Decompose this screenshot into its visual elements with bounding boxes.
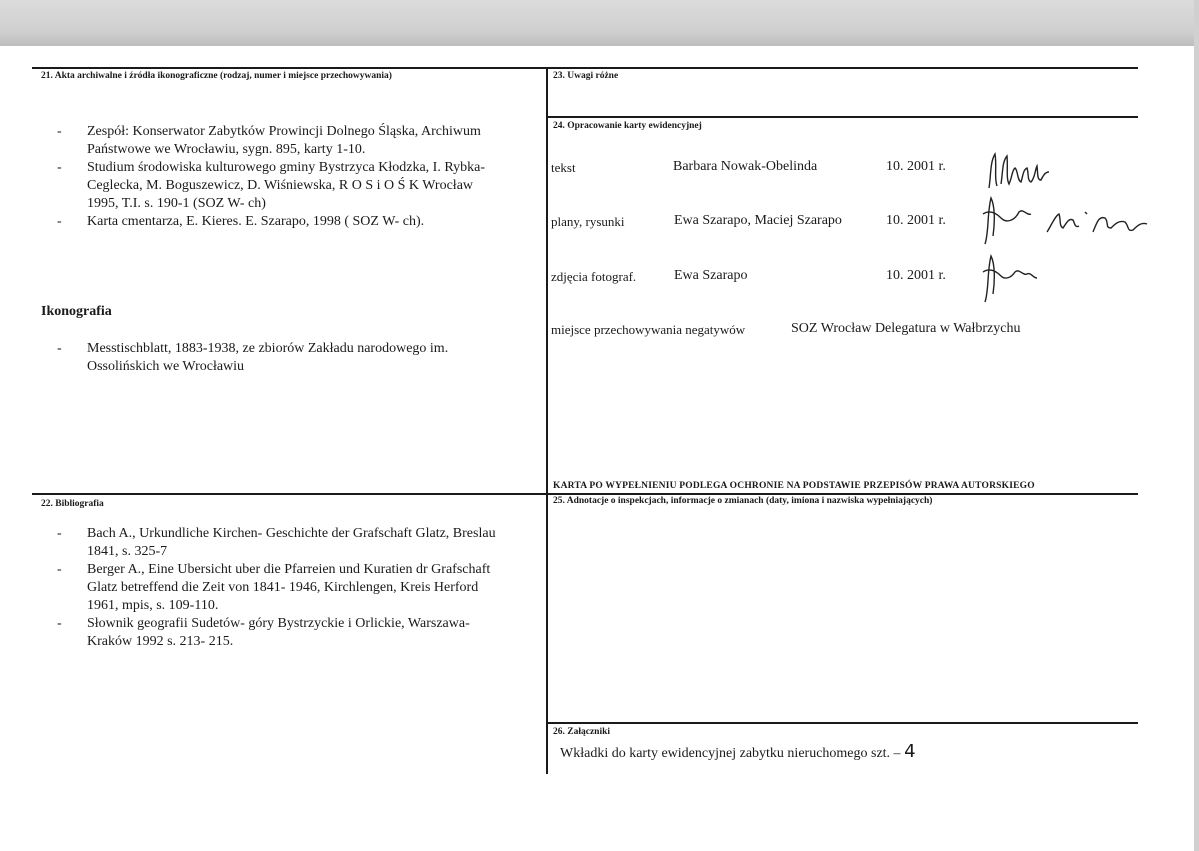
- iconography-heading: Ikonografia: [41, 304, 112, 319]
- row-label-photos: zdjęcia fotograf.: [551, 269, 637, 284]
- section-21-heading: 21. Akta archiwalne i źródła ikonograficzne (rodzaj, numer i miejsce przechowywania): [41, 71, 392, 81]
- center-divider: [546, 67, 548, 774]
- negatives-label: miejsce przechowywania negatywów: [551, 322, 746, 337]
- list-item: - Berger A., Eine Ubersicht uber die Pfarreien und Kuratien dr Grafschaft Glatz betreffend die Zeit von 1841- 1946, Kirchlengen, Kreis Herford 1961, mpis, s. 109-110.: [57, 561, 542, 615]
- signature-2: [975, 192, 1165, 247]
- row-name-plans: Ewa Szarapo, Maciej Szarapo: [674, 213, 842, 228]
- list-item: - Messtischblatt, 1883-1938, ze zbiorów Zakładu narodowego im. Ossolińskich we Wrocławiu: [57, 340, 542, 376]
- row-date-plans: 10. 2001 r.: [886, 213, 946, 228]
- scan-edge-top: [0, 0, 1199, 46]
- signature-1: [985, 148, 1055, 193]
- signature-3: [975, 250, 1055, 305]
- top-rule: [32, 67, 1138, 69]
- row-label-plans: plany, rysunki: [551, 214, 625, 229]
- scan-edge-right: [1194, 0, 1199, 851]
- middle-rule: [32, 493, 1138, 495]
- iconography-list: [57, 340, 542, 376]
- rule-23-24: [547, 116, 1138, 118]
- attachments-text: Wkładki do karty ewidencyjnej zabytku nieruchomego szt. –: [560, 746, 905, 761]
- row-name-text: Barbara Nowak-Obelinda: [673, 159, 818, 174]
- row-date-photos: 10. 2001 r.: [886, 268, 946, 283]
- row-name-photos: Ewa Szarapo: [674, 268, 748, 283]
- list-item: - Słownik geografii Sudetów- góry Bystrzyckie i Orlickie, Warszawa- Kraków 1992 s. 213- 215.: [57, 615, 542, 651]
- list-item: - Bach A., Urkundliche Kirchen- Geschichte der Grafschaft Glatz, Breslau 1841, s. 325-7: [57, 525, 542, 561]
- section-26-heading: 26. Załączniki: [553, 727, 611, 737]
- section-24-heading: 24. Opracowanie karty ewidencyjnej: [553, 121, 702, 131]
- section-23-heading: 23. Uwagi różne: [553, 71, 619, 81]
- copyright-notice: KARTA PO WYPEŁNIENIU PODLEGA OCHRONIE NA PODSTAWIE PRZEPISÓW PRAWA AUTORSKIEGO: [553, 481, 1035, 491]
- attachments-line: [560, 741, 916, 762]
- attachments-count: 4: [904, 741, 916, 762]
- section-22-list: [57, 525, 542, 651]
- rule-25-26: [547, 722, 1138, 724]
- section-21-list: [57, 123, 542, 231]
- list-item: - Zespół: Konserwator Zabytków Prowincji Dolnego Śląska, Archiwum Państwowe we Wrocławiu, sygn. 895, karty 1-10.: [57, 123, 542, 159]
- section-22-heading: 22. Bibliografia: [41, 499, 104, 509]
- section-25-heading: 25. Adnotacje o inspekcjach, informacje o zmianach (daty, imiona i nazwiska wypełniających): [553, 496, 933, 506]
- list-item: - Karta cmentarza, E. Kieres. E. Szarapo, 1998 ( SOZ W- ch).: [57, 213, 542, 231]
- list-item: - Studium środowiska kulturowego gminy Bystrzyca Kłodzka, I. Rybka- Ceglecka, M. Boguszewicz, D. Wiśniewska, R O S i O Ś K Wrocław 1995, T.I. s. 190-1 (SOZ W- ch): [57, 159, 542, 213]
- negatives-value: SOZ Wrocław Delegatura w Wałbrzychu: [791, 321, 1021, 336]
- row-date-text: 10. 2001 r.: [886, 159, 946, 174]
- row-label-text: tekst: [551, 160, 576, 175]
